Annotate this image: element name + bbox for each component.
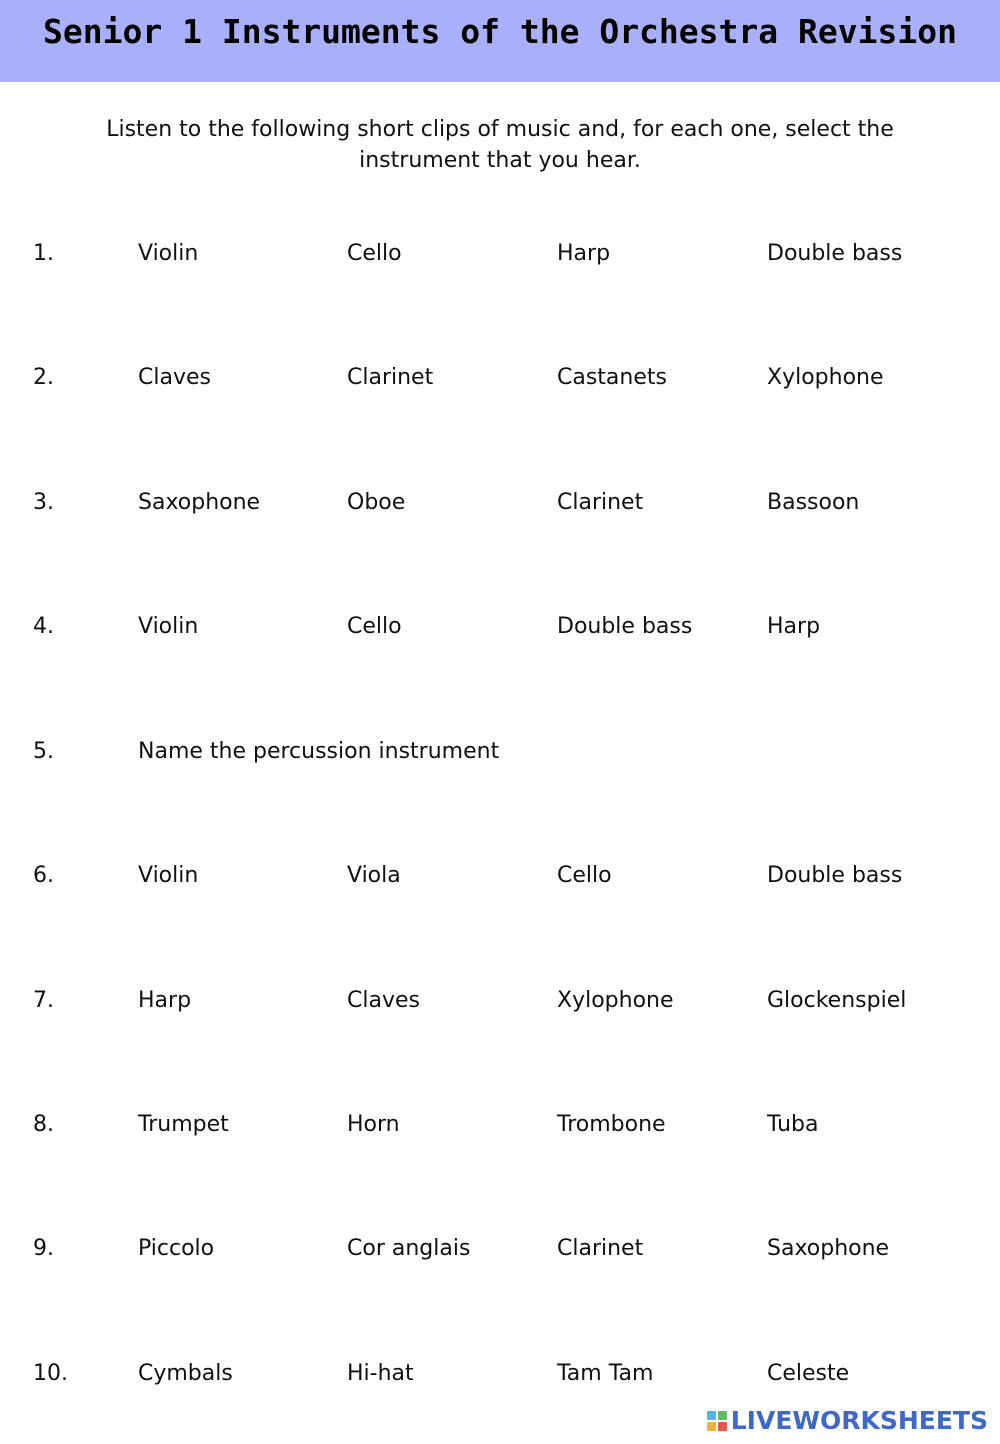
answer-option[interactable]: Cymbals bbox=[138, 1361, 233, 1386]
question-number: 6. bbox=[33, 863, 54, 888]
answer-option[interactable]: Violin bbox=[138, 614, 199, 639]
question-number: 9. bbox=[33, 1236, 54, 1261]
question-row bbox=[0, 486, 1000, 520]
question-row bbox=[0, 1357, 1000, 1391]
answer-option[interactable]: Clarinet bbox=[557, 1236, 644, 1261]
answer-option[interactable]: Cor anglais bbox=[347, 1236, 471, 1261]
liveworksheets-logo-icon bbox=[707, 1411, 727, 1431]
logo-square bbox=[718, 1422, 727, 1431]
question-row bbox=[0, 237, 1000, 271]
answer-option[interactable]: Harp bbox=[767, 614, 821, 639]
question-number: 5. bbox=[33, 739, 54, 764]
answer-option[interactable]: Double bass bbox=[557, 614, 693, 639]
answer-option[interactable]: Saxophone bbox=[767, 1236, 890, 1261]
answer-option[interactable]: Trombone bbox=[557, 1112, 666, 1137]
question-number: 7. bbox=[33, 988, 54, 1013]
answer-option[interactable]: Hi-hat bbox=[347, 1361, 414, 1386]
question-number: 4. bbox=[33, 614, 54, 639]
question-number: 3. bbox=[33, 490, 54, 515]
instructions-text: Listen to the following short clips of music and, for each one, select the instrument that you hear. bbox=[106, 117, 894, 173]
page-title: Senior 1 Instruments of the Orchestra Revision bbox=[43, 12, 957, 51]
answer-option[interactable]: Harp bbox=[557, 241, 611, 266]
brand-name: LIVEWORKSHEETS bbox=[730, 1406, 988, 1435]
question-row bbox=[0, 735, 1000, 769]
answer-option[interactable]: Xylophone bbox=[557, 988, 674, 1013]
answer-option[interactable]: Cello bbox=[347, 241, 402, 266]
question-row bbox=[0, 610, 1000, 644]
question-row bbox=[0, 984, 1000, 1018]
question-number: 2. bbox=[33, 365, 54, 390]
question-row bbox=[0, 1232, 1000, 1266]
answer-option[interactable]: Saxophone bbox=[138, 490, 261, 515]
answer-option[interactable]: Piccolo bbox=[138, 1236, 215, 1261]
answer-option[interactable]: Cello bbox=[347, 614, 402, 639]
question-row bbox=[0, 859, 1000, 893]
answer-option[interactable]: Claves bbox=[347, 988, 420, 1013]
answer-option[interactable]: Claves bbox=[138, 365, 211, 390]
answer-option[interactable]: Violin bbox=[138, 863, 199, 888]
answer-option[interactable]: Trumpet bbox=[138, 1112, 229, 1137]
question-number: 10. bbox=[33, 1361, 68, 1386]
answer-option[interactable]: Double bass bbox=[767, 241, 903, 266]
answer-option[interactable]: Viola bbox=[347, 863, 401, 888]
answer-option[interactable]: Tam Tam bbox=[557, 1361, 654, 1386]
answer-option[interactable]: Cello bbox=[557, 863, 612, 888]
answer-option[interactable]: Oboe bbox=[347, 490, 406, 515]
logo-square bbox=[707, 1422, 716, 1431]
answer-option[interactable]: Xylophone bbox=[767, 365, 884, 390]
title-banner bbox=[0, 0, 1000, 82]
answer-option[interactable]: Bassoon bbox=[767, 490, 860, 515]
answer-option[interactable]: Clarinet bbox=[347, 365, 434, 390]
answer-option[interactable]: Harp bbox=[138, 988, 192, 1013]
question-prompt: Name the percussion instrument bbox=[138, 739, 500, 764]
answer-option[interactable]: Double bass bbox=[767, 863, 903, 888]
question-number: 1. bbox=[33, 241, 54, 266]
question-row bbox=[0, 1108, 1000, 1142]
logo-square bbox=[718, 1411, 727, 1420]
answer-option[interactable]: Clarinet bbox=[557, 490, 644, 515]
liveworksheets-branding bbox=[707, 1406, 988, 1436]
logo-square bbox=[707, 1411, 716, 1420]
answer-option[interactable]: Castanets bbox=[557, 365, 667, 390]
question-number: 8. bbox=[33, 1112, 54, 1137]
answer-option[interactable]: Celeste bbox=[767, 1361, 850, 1386]
answer-option[interactable]: Horn bbox=[347, 1112, 400, 1137]
answer-option[interactable]: Glockenspiel bbox=[767, 988, 907, 1013]
answer-option[interactable]: Tuba bbox=[767, 1112, 819, 1137]
question-row bbox=[0, 361, 1000, 395]
answer-option[interactable]: Violin bbox=[138, 241, 199, 266]
